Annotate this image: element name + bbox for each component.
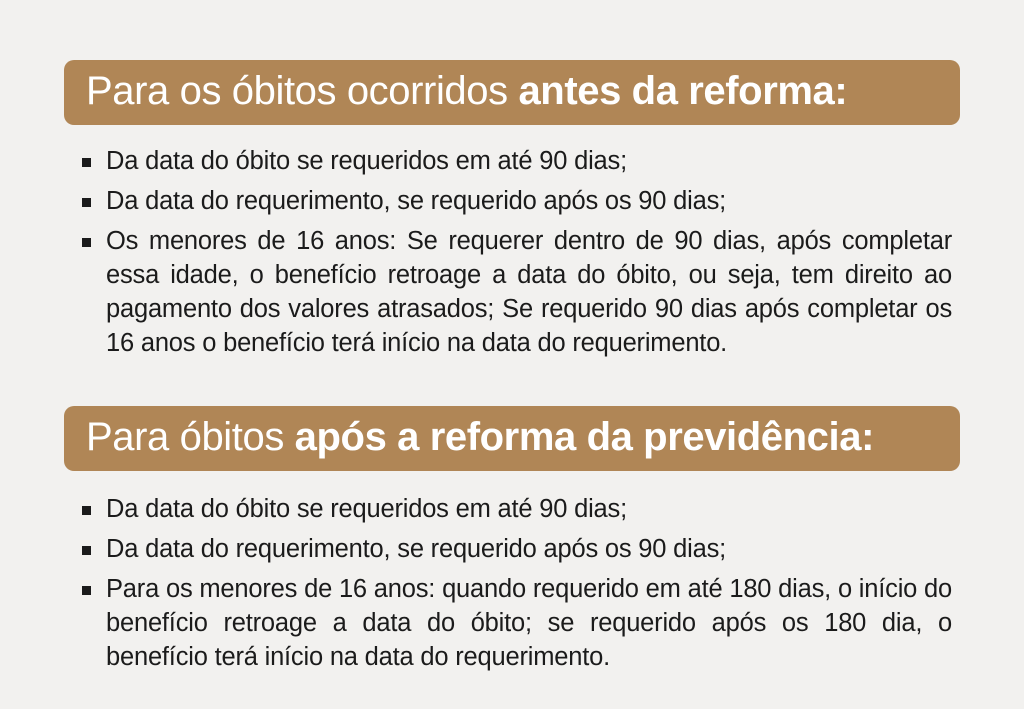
- section-before-reform: [64, 60, 960, 360]
- bullet-list-before-reform: [64, 145, 960, 360]
- section-banner-after-reform: [64, 406, 960, 471]
- banner-light-text: Para óbitos: [86, 415, 295, 460]
- list-item: Para os menores de 16 anos: quando requerido em até 180 dias, o início do benefício retroage a data do óbito; se requerido após os 180 dia, o benefício terá início na data do requerimento.: [76, 573, 960, 675]
- bullet-list-after-reform: [64, 493, 960, 675]
- banner-light-text: Para os óbitos ocorridos: [86, 69, 519, 113]
- list-item: Da data do requerimento, se requerido após os 90 dias;: [76, 533, 960, 567]
- banner-bold-text: após a reforma da previdência:: [294, 415, 875, 460]
- section-banner-before-reform: [64, 60, 960, 125]
- list-item: Os menores de 16 anos: Se requerer dentro de 90 dias, após completar essa idade, o benefício retroage a data do óbito, ou seja, tem direito ao pagamento dos valores atrasados; Se requerido 90 dias após completar os 16 anos o benefício terá início na data do requerimento.: [76, 225, 960, 361]
- list-item: Da data do óbito se requeridos em até 90 dias;: [76, 145, 960, 179]
- list-item: Da data do óbito se requeridos em até 90 dias;: [76, 493, 960, 527]
- banner-bold-text: antes da reforma:: [518, 69, 848, 113]
- section-after-reform: [64, 406, 960, 675]
- list-item: Da data do requerimento, se requerido após os 90 dias;: [76, 185, 960, 219]
